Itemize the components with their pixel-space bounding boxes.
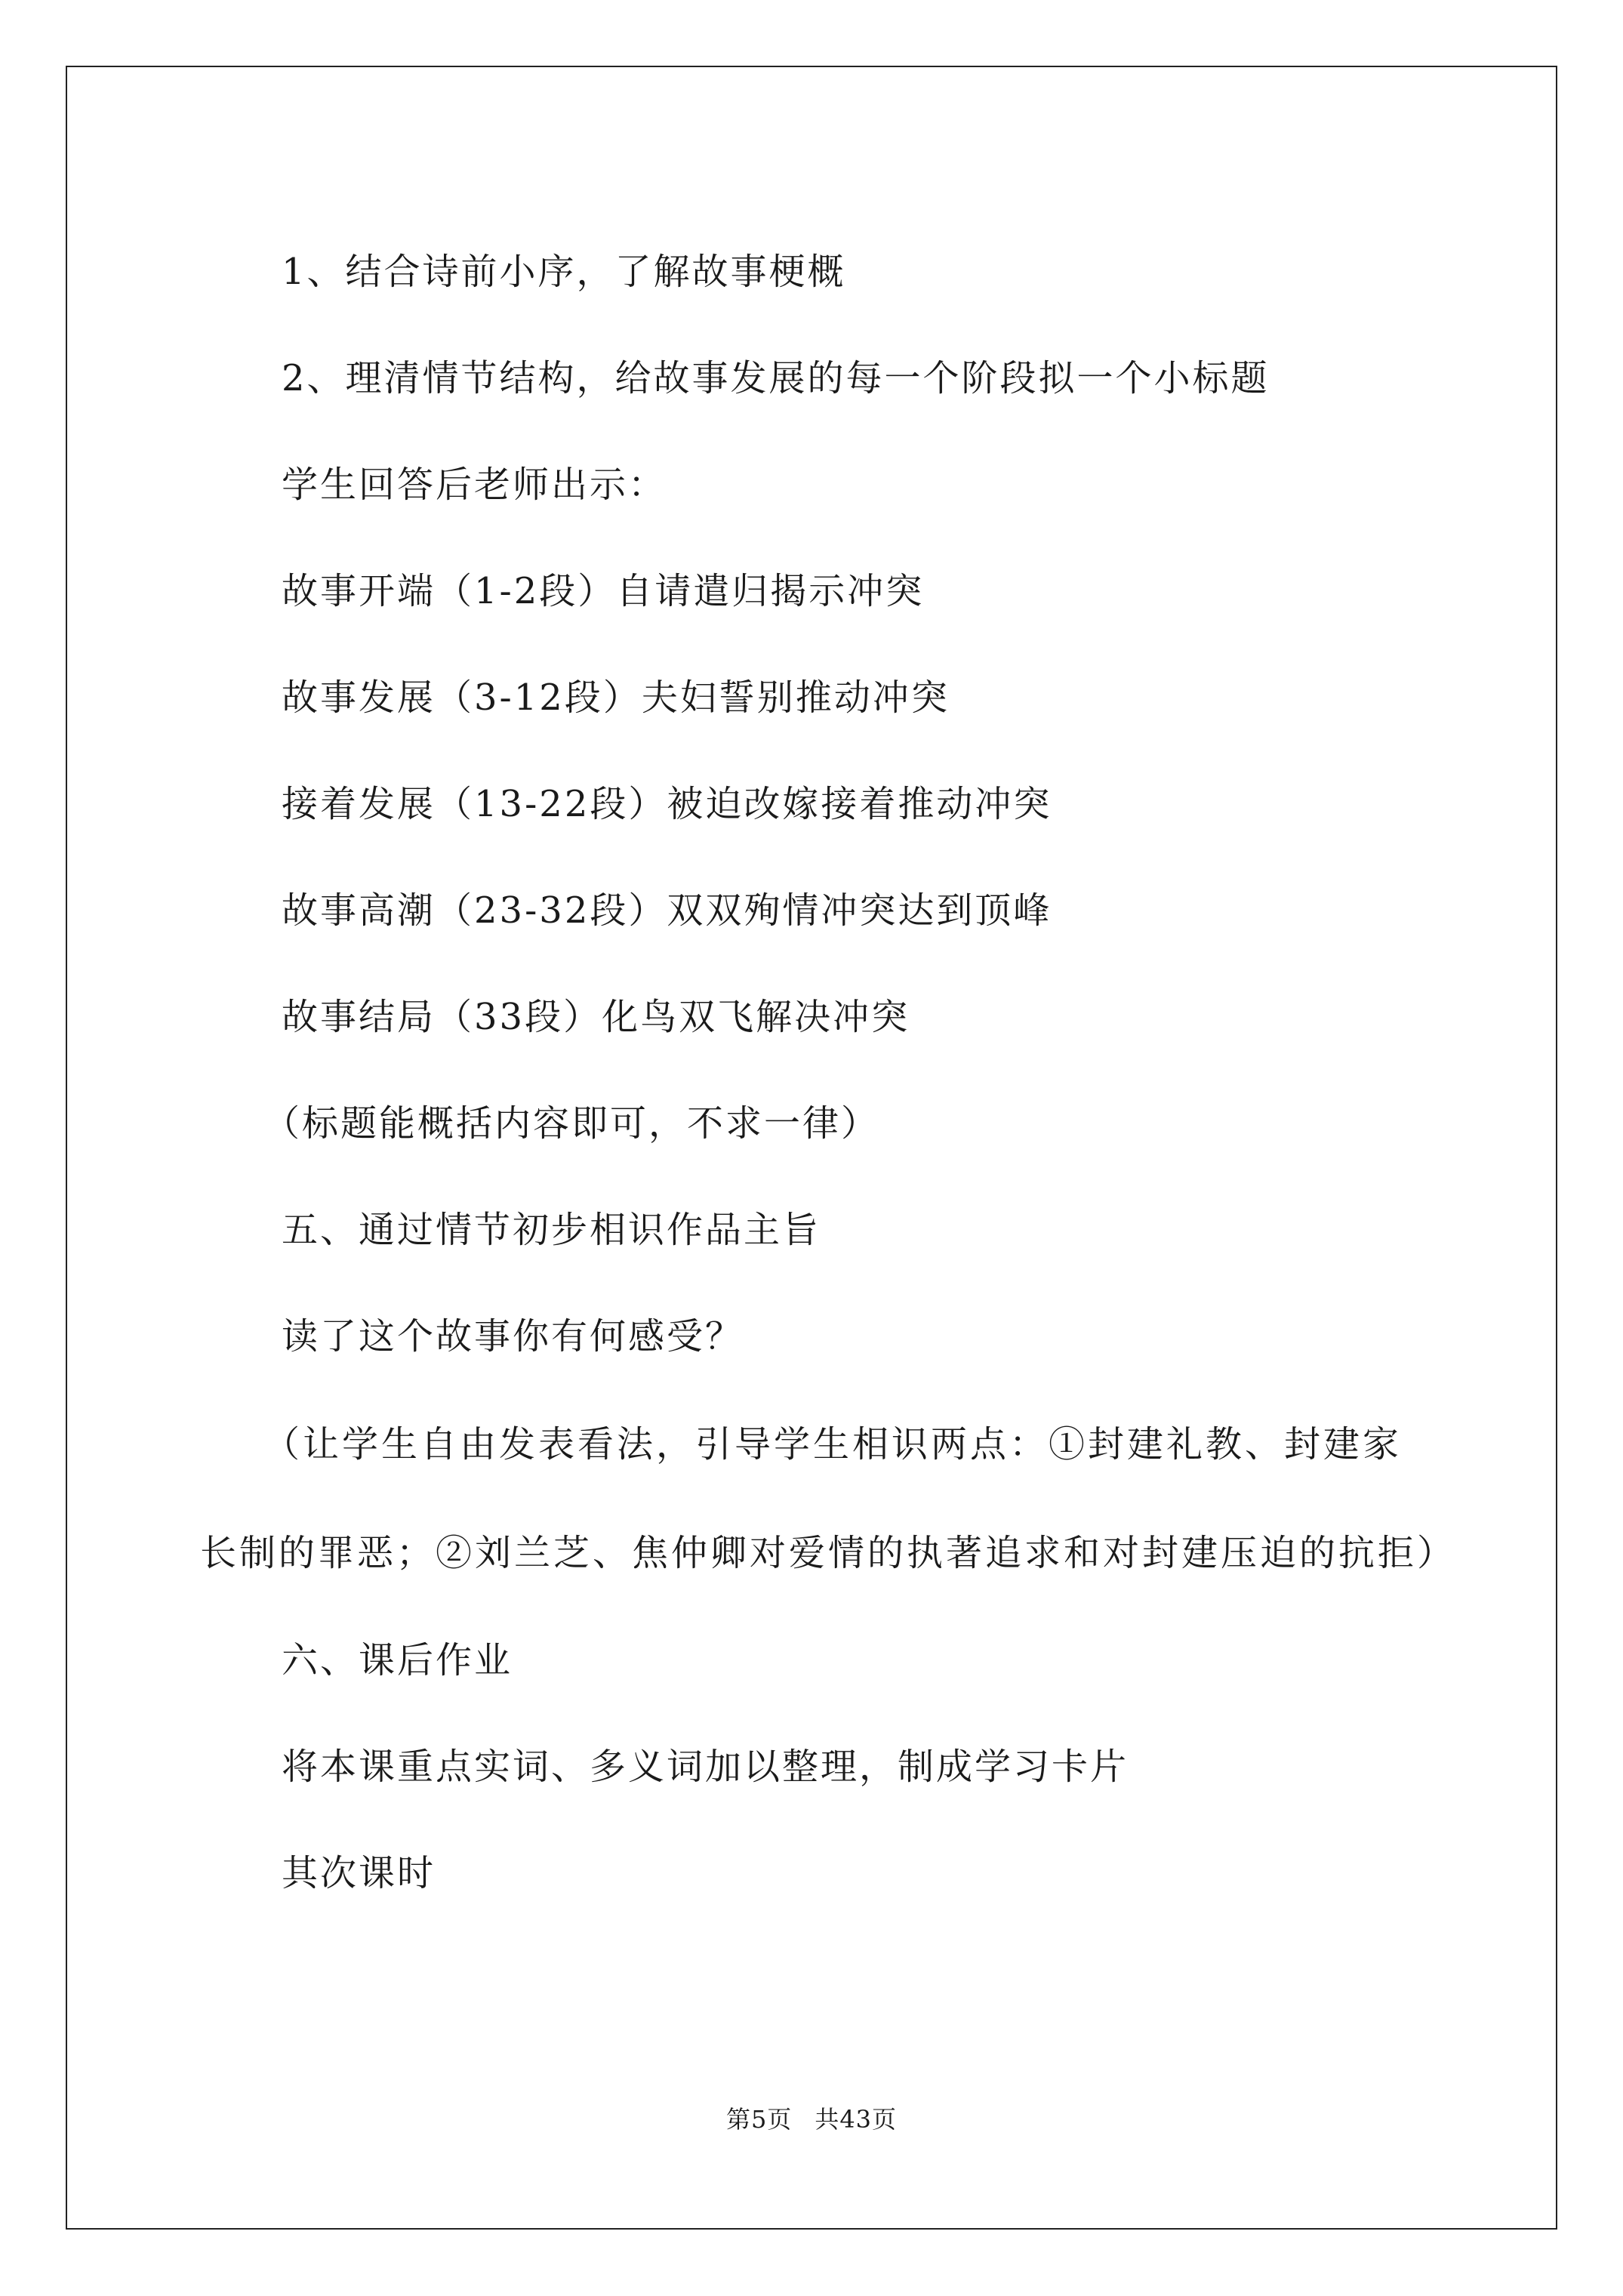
paragraph-discussion-note: （让学生自由发表看法，引导学生相识两点：①封建礼教、封建家长制的罪恶；②刘兰芝、焦仲卿对爱情的执著追求和对封建压迫的抗拒） — [200, 1423, 1457, 1574]
paragraph-homework: 将本课重点实词、多义词加以整理，制成学习卡片 — [282, 1746, 1129, 1788]
page-number: 第5页 — [725, 2105, 793, 2134]
page-footer — [0, 2100, 1623, 2135]
section-heading-5: 五、通过情节初步相识作品主旨 — [282, 1209, 821, 1251]
paragraph-step-1: 1、结合诗前小序，了解故事梗概 — [282, 251, 846, 293]
paragraph-story-climax: 故事高潮（23-32段）双双殉情冲突达到顶峰 — [282, 889, 1052, 932]
paragraph-second-lesson: 其次课时 — [282, 1852, 436, 1894]
page-total: 共43页 — [815, 2105, 898, 2134]
paragraph-teacher-shows: 学生回答后老师出示： — [282, 464, 667, 506]
paragraph-step-2: 2、理清情节结构，给故事发展的每一个阶段拟一个小标题 — [282, 357, 1270, 399]
paragraph-story-beginning: 故事开端（1-2段）自请遣归揭示冲突 — [282, 570, 925, 612]
paragraph-further-development: 接着发展（13-22段）被迫改嫁接着推动冲突 — [282, 783, 1052, 825]
paragraph-title-note: （标题能概括内容即可，不求一律） — [263, 1102, 880, 1145]
paragraph-story-ending: 故事结局（33段）化鸟双飞解决冲突 — [282, 996, 910, 1038]
paragraph-story-development: 故事发展（3-12段）夫妇誓别推动冲突 — [282, 676, 950, 719]
document-body — [200, 219, 1457, 1927]
paragraph-question: 读了这个故事你有何感受？ — [282, 1315, 744, 1358]
section-heading-6: 六、课后作业 — [282, 1639, 513, 1681]
